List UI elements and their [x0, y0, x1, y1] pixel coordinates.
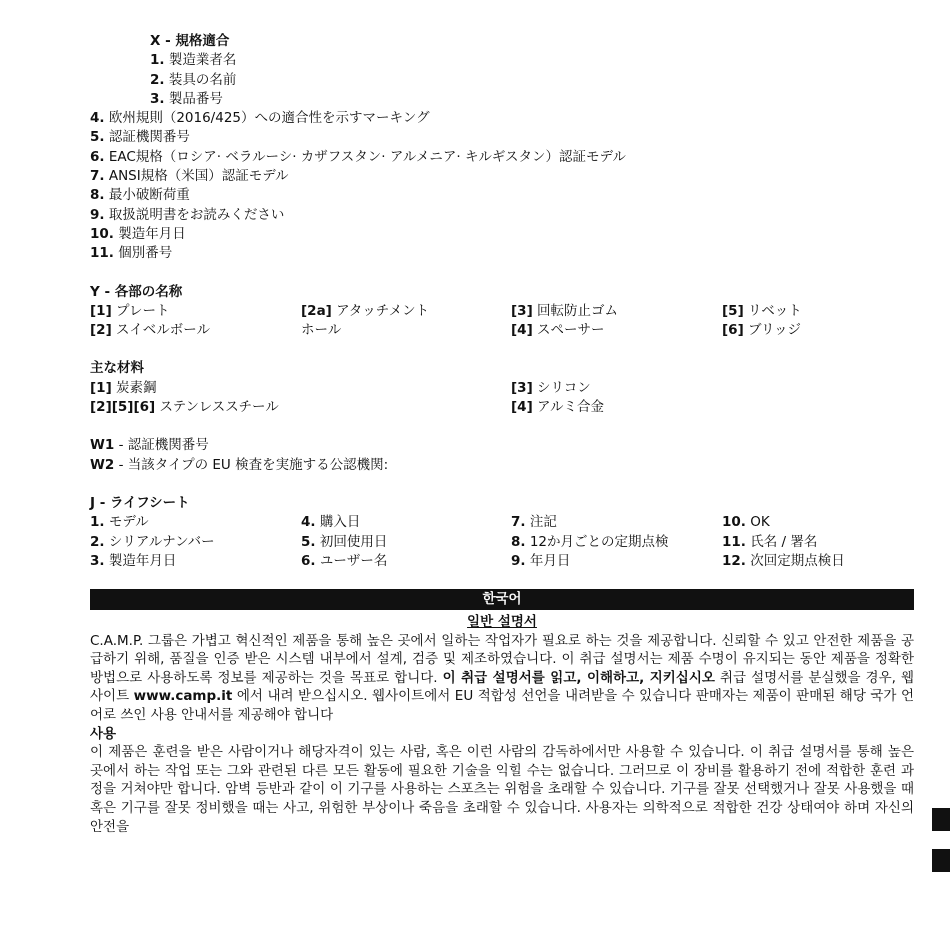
part-label: [4] スペーサー	[511, 322, 605, 339]
use-heading: 사용	[90, 725, 117, 742]
list-item: 11. 個別番号	[90, 245, 173, 262]
page-edge-tab	[932, 808, 950, 831]
part-label: [2a] アタッチメント	[301, 302, 430, 319]
part-label: [5] リベット	[722, 302, 802, 319]
list-item: 7. ANSI規格（米国）認証モデル	[90, 168, 289, 185]
lifesheet-item: 9. 年月日	[511, 552, 571, 569]
page-edge-tab	[932, 849, 950, 872]
list-item: 3. 製品番号	[150, 90, 223, 107]
lifesheet-item: 11. 氏名 / 署名	[722, 533, 818, 550]
lifesheet-item: 12. 次回定期点検日	[722, 552, 845, 569]
list-item: 9. 取扱説明書をお読みください	[90, 206, 285, 223]
list-item: 2. 装具の名前	[150, 71, 237, 88]
list-item: 4. 欧州規則（2016/425）への適合性を示すマーキング	[90, 110, 430, 127]
material-label: [4] アルミ合金	[511, 399, 604, 416]
website-link: www.camp.it	[133, 688, 233, 705]
materials-title: 主な材料	[90, 360, 144, 377]
parts-row	[90, 302, 914, 321]
korean-intro: C.A.M.P. 그룹은 가볍고 혁신적인 제품을 통해 높은 곳에서 일하는 작업자가 필요로 하는 것을 제공합니다. 신뢰할 수 있고 안전한 제품을 공급하기 위해, 품질을 인증 받은 시스템 내부에서 설계, 검증 및 제조하였습니다. 이 취급 설명서는 제품 수명이 유지되는 동안 제품을 정확한 방법으로 사용하도록 정보를 제공하는 것을 목표로 합니다. 이 취급 설명서를 읽고, 이해하고, 지키십시오 취급 설명서를 분실했을 경우, 웹사이트 www.camp.it 에서 내려 받으십시오. 웹사이트에서 EU 적합성 선언을 내려받을 수 있습니다 판매자는 제품이 판매된 해당 국가 언어로 쓰인 사용 안내서를 제공해야 합니다	[90, 632, 914, 723]
korean-section	[90, 613, 914, 836]
korean-title: 일반 설명서	[467, 614, 537, 630]
section-j-title: J - ライフシート	[90, 494, 190, 511]
w2-line: W2 - 当該タイプの EU 検査を実施する公認機関:	[90, 456, 389, 473]
lifesheet-item: 5. 初回使用日	[301, 533, 388, 550]
list-item: 5. 認証機関番号	[90, 129, 190, 146]
lifesheet-row	[90, 552, 914, 571]
lifesheet-item: 7. 注記	[511, 514, 557, 531]
lifesheet-item: 10. OK	[722, 514, 770, 531]
materials-row	[90, 398, 914, 417]
use-text: 이 제품은 훈련을 받은 사람이거나 해당자격이 있는 사람, 혹은 이런 사람의 감독하에서만 사용할 수 있습니다. 이 취급 설명서를 통해 높은 곳에서 하는 작업 또는 그와 관련된 다른 모든 활동에 필요한 기술을 익힐 수는 없습니다. 그러므로 이 장비를 활용하기 전에 적합한 훈련 과정을 거쳐야만 합니다. 암벽 등반과 같이 이 기구를 사용하는 스포츠는 위험을 초래할 수 있습니다. 기구를 잘못 선택했거나 잘못 사용했을 때 혹은 기구를 잘못 정비했을 때는 사고, 위험한 부상이나 죽음을 초래할 수 있습니다. 사용자는 의학적으로 적합한 건강 상태여야 하며 자신의 안전을	[90, 744, 914, 835]
part-label: [2] スイベルボール	[90, 322, 210, 339]
lifesheet-item: 6. ユーザー名	[301, 552, 388, 569]
list-item: 10. 製造年月日	[90, 225, 186, 242]
part-label: [3] 回転防止ゴム	[511, 302, 619, 319]
part-label: [6] ブリッジ	[722, 322, 801, 339]
japanese-section	[90, 32, 914, 571]
parts-row	[90, 321, 914, 340]
materials-row	[90, 379, 914, 398]
lifesheet-row	[90, 533, 914, 552]
lifesheet-item: 4. 購入日	[301, 514, 361, 531]
material-label: [1] 炭素鋼	[90, 379, 157, 396]
language-bar: 한국어	[90, 589, 914, 610]
list-item: 1. 製造業者名	[150, 52, 237, 69]
section-y-title: Y - 各部の名称	[90, 283, 183, 300]
material-label: [3] シリコン	[511, 379, 591, 396]
w1-line: W1 - 認証機関番号	[90, 437, 209, 454]
list-item: 6. EAC規格（ロシア· ベラルーシ· カザフスタン· アルメニア· キルギスタン）認証モデル	[90, 148, 626, 165]
section-x-title: X - 規格適合	[150, 33, 230, 49]
part-label: ホール	[301, 322, 342, 339]
lifesheet-item: 1. モデル	[90, 514, 149, 531]
lifesheet-item: 3. 製造年月日	[90, 552, 177, 569]
material-label: [2][5][6] ステンレススチール	[90, 399, 279, 416]
part-label: [1] プレート	[90, 302, 170, 319]
lifesheet-row	[90, 513, 914, 532]
list-item: 8. 最小破断荷重	[90, 187, 190, 204]
lifesheet-item: 8. 12か月ごとの定期点検	[511, 533, 669, 550]
lifesheet-item: 2. シリアルナンバー	[90, 533, 215, 550]
